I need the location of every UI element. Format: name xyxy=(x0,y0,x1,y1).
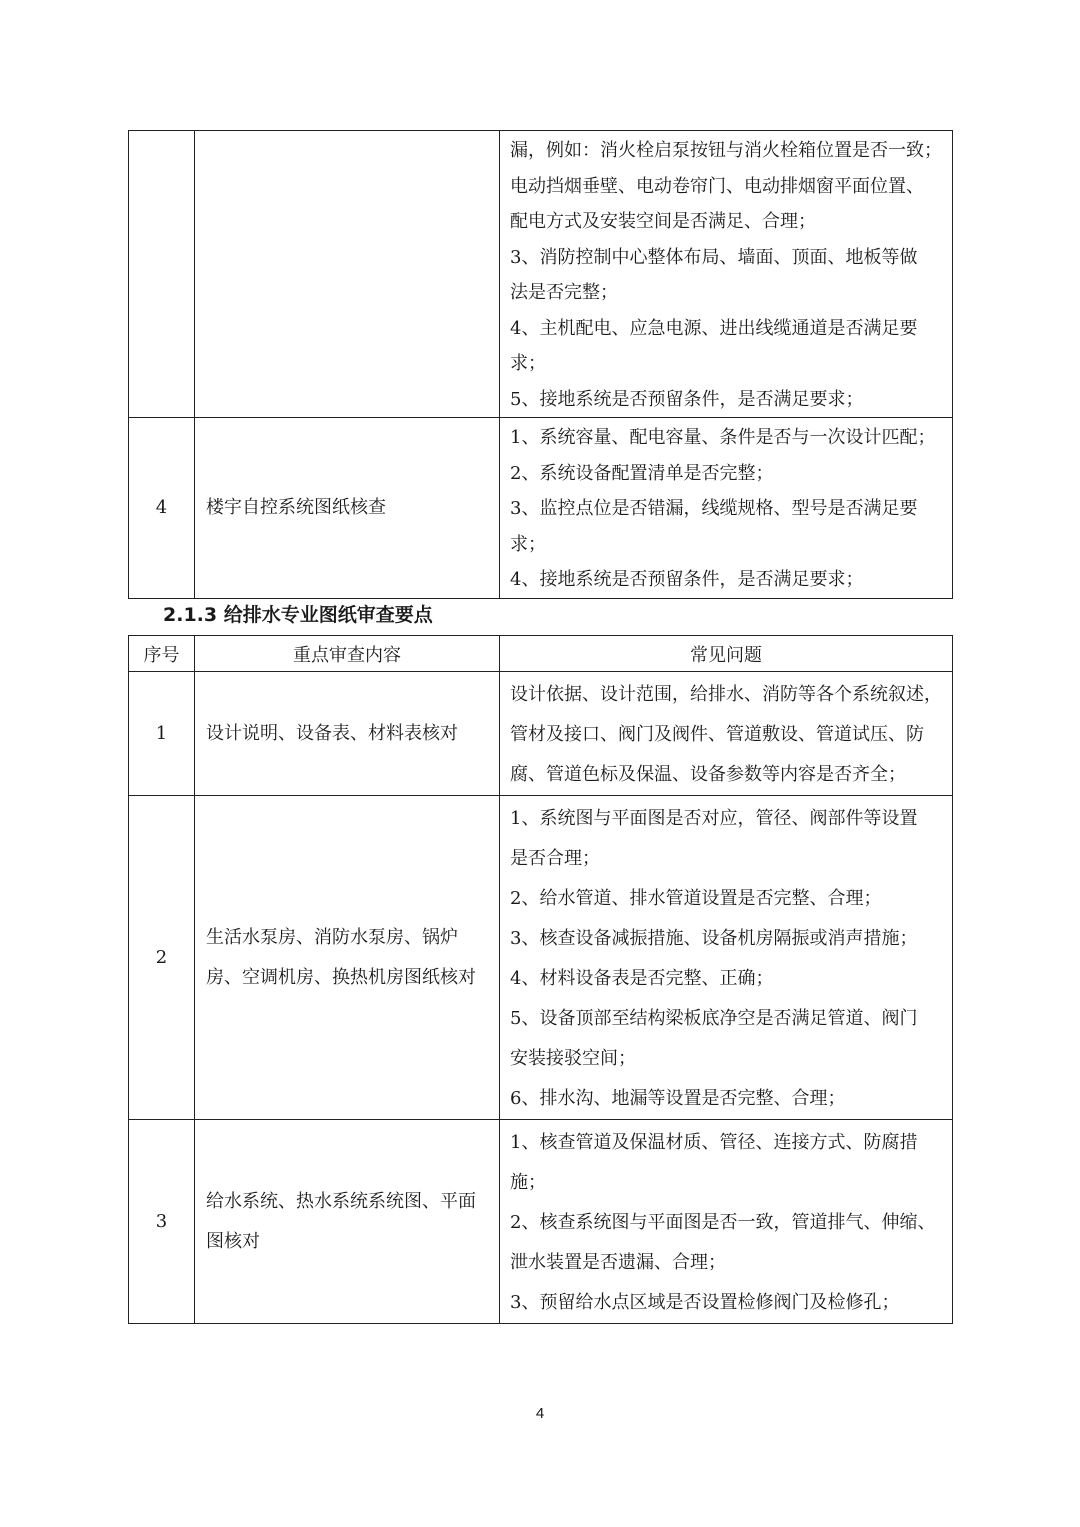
issue-line: 2、给水管道、排水管道设置是否完整、合理； xyxy=(510,888,882,909)
issue-line: 管材及接口、阀门及阀件、管道敷设、管道试压、防 xyxy=(510,724,924,745)
issue-line: 电动挡烟垂壁、电动卷帘门、电动排烟窗平面位置、 xyxy=(510,175,924,197)
issue-line: 施； xyxy=(510,1172,546,1193)
issue-line: 安装接驳空间； xyxy=(510,1048,636,1069)
issue-line: 3、消防控制中心整体布局、墙面、顶面、地板等做 xyxy=(510,246,918,268)
issue-line: 求； xyxy=(510,353,546,374)
issue-line: 求； xyxy=(510,533,546,555)
review-item: 生活水泵房、消防水泵房、锅炉房、空调机房、换热机房图纸核对 xyxy=(195,796,500,1120)
issue-line: 漏，例如：消火栓启泵按钮与消火栓箱位置是否一致； xyxy=(510,140,942,161)
issue-line: 3、核查设备减振措施、设备机房隔振或消声措施； xyxy=(510,928,918,949)
review-item: 楼宇自控系统图纸核查 xyxy=(195,418,500,599)
common-issues xyxy=(500,1120,953,1324)
issue-line: 3、监控点位是否错漏，线缆规格、型号是否满足要 xyxy=(510,498,918,519)
header-common-issues: 常见问题 xyxy=(500,636,953,672)
row-number: 1 xyxy=(129,672,195,796)
issue-line: 1、核查管道及保温材质、管径、连接方式、防腐措 xyxy=(510,1132,918,1153)
issue-line: 6、排水沟、地漏等设置是否完整、合理； xyxy=(510,1088,846,1109)
issue-line: 是否合理； xyxy=(510,848,600,869)
row-number xyxy=(129,131,195,418)
issue-line: 设计依据、设计范围，给排水、消防等各个系统叙述， xyxy=(510,684,942,705)
issue-line: 法是否完整； xyxy=(510,282,618,303)
issue-line: 4、接地系统是否预留条件，是否满足要求； xyxy=(510,569,864,590)
table-row xyxy=(129,796,953,1120)
row-number: 2 xyxy=(129,796,195,1120)
review-item: 设计说明、设备表、材料表核对 xyxy=(195,672,500,796)
water-review-table xyxy=(128,635,953,1324)
table-row xyxy=(129,672,953,796)
common-issues xyxy=(500,796,953,1120)
issue-line: 配电方式及安装空间是否满足、合理； xyxy=(510,211,816,232)
section-heading: 2.1.3 给排水专业图纸审查要点 xyxy=(163,604,433,626)
review-item: 给水系统、热水系统系统图、平面图核对 xyxy=(195,1120,500,1324)
row-number: 3 xyxy=(129,1120,195,1324)
continued-review-table xyxy=(128,130,953,599)
row-number: 4 xyxy=(129,418,195,599)
issue-line: 5、设备顶部至结构梁板底净空是否满足管道、阀门 xyxy=(510,1008,918,1029)
issue-line: 2、核查系统图与平面图是否一致，管道排气、伸缩、 xyxy=(510,1212,936,1233)
header-number: 序号 xyxy=(129,636,195,672)
issue-line: 4、材料设备表是否完整、正确； xyxy=(510,968,774,989)
issue-line: 泄水装置是否遗漏、合理； xyxy=(510,1252,726,1273)
review-item xyxy=(195,131,500,418)
issue-line: 腐、管道色标及保温、设备参数等内容是否齐全； xyxy=(510,764,906,785)
header-review-item: 重点审查内容 xyxy=(195,636,500,672)
page-number: 4 xyxy=(535,1405,545,1422)
table-header-row xyxy=(129,636,953,672)
common-issues xyxy=(500,672,953,796)
issue-line: 3、预留给水点区域是否设置检修阀门及检修孔； xyxy=(510,1292,900,1313)
table-row xyxy=(129,131,953,418)
table-row xyxy=(129,418,953,599)
issue-line: 5、接地系统是否预留条件，是否满足要求； xyxy=(510,388,864,410)
common-issues xyxy=(500,131,953,418)
issue-line: 2、系统设备配置清单是否完整； xyxy=(510,462,774,484)
issue-line: 1、系统容量、配电容量、条件是否与一次设计匹配； xyxy=(510,427,936,448)
issue-line: 4、主机配电、应急电源、进出线缆通道是否满足要 xyxy=(510,317,918,339)
common-issues xyxy=(500,418,953,599)
issue-line: 1、系统图与平面图是否对应，管径、阀部件等设置 xyxy=(510,808,918,829)
table-row xyxy=(129,1120,953,1324)
